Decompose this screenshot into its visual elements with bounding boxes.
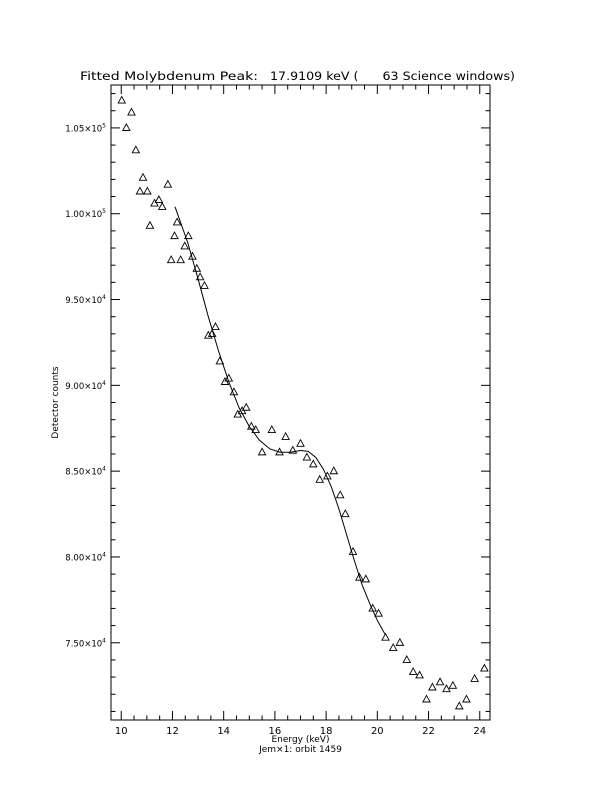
y-tick-labels (65, 122, 106, 649)
x-tick-label: 16 (268, 726, 282, 737)
data-point (168, 256, 175, 263)
data-point (429, 683, 436, 690)
y-tick-label: $1.00\times 10^5$ (65, 208, 106, 221)
bottom-subtitle: Jem×1: orbit 1459 (259, 745, 342, 755)
data-point (212, 323, 219, 330)
y-tick-label: $9.50\times 10^4$ (65, 294, 106, 307)
data-point (423, 695, 430, 702)
data-point (330, 467, 337, 474)
y-tick-label: $8.00\times 10^4$ (65, 551, 106, 564)
data-point (128, 108, 135, 115)
data-point (146, 222, 153, 229)
chart-title-right: 17.9109 keV ( 63 Science windows) (270, 69, 515, 83)
x-tick-label: 20 (370, 726, 384, 737)
data-point (155, 196, 162, 203)
x-tick-label: 22 (422, 726, 435, 737)
data-point (282, 433, 289, 440)
data-point (139, 174, 146, 181)
chart-title-left: Fitted Molybdenum Peak: (80, 69, 258, 83)
data-point (481, 665, 488, 672)
data-points (118, 96, 488, 708)
data-point (144, 187, 151, 194)
x-tick-label: 10 (114, 726, 128, 737)
data-point (410, 668, 417, 675)
data-point (337, 491, 344, 498)
data-point (463, 695, 470, 702)
y-tick-label: $8.50\times 10^4$ (65, 465, 106, 478)
data-point (132, 146, 139, 153)
x-axis-label: Energy (keV) (271, 735, 330, 745)
x-tick-label: 18 (319, 726, 333, 737)
data-point (390, 644, 397, 651)
data-point (403, 656, 410, 663)
data-point (159, 203, 166, 210)
data-point (164, 181, 171, 188)
data-point (136, 187, 143, 194)
data-point (268, 426, 275, 433)
data-point (436, 678, 443, 685)
data-point (471, 675, 478, 682)
data-point (171, 232, 178, 239)
data-point (362, 575, 369, 582)
data-point (181, 242, 188, 249)
fit-curve (175, 207, 385, 634)
data-point (316, 476, 323, 483)
x-tick-label: 14 (217, 726, 231, 737)
y-tick-label: $1.05\times 10^5$ (65, 122, 106, 135)
data-point (297, 440, 304, 447)
data-point (123, 124, 130, 131)
y-axis-label: Detector counts (51, 366, 61, 439)
data-point (177, 256, 184, 263)
x-tick-label: 24 (473, 726, 487, 737)
x-tick-label: 12 (166, 726, 179, 737)
data-point (456, 702, 463, 709)
y-tick-label: $7.50\times 10^4$ (65, 637, 106, 650)
data-point (342, 510, 349, 517)
data-point (449, 682, 456, 689)
data-point (382, 634, 389, 641)
data-point (310, 460, 317, 467)
y-tick-label: $9.00\times 10^4$ (65, 379, 106, 392)
data-point (258, 448, 265, 455)
data-point (201, 282, 208, 289)
data-point (118, 96, 125, 103)
data-point (396, 639, 403, 646)
data-point (303, 453, 310, 460)
